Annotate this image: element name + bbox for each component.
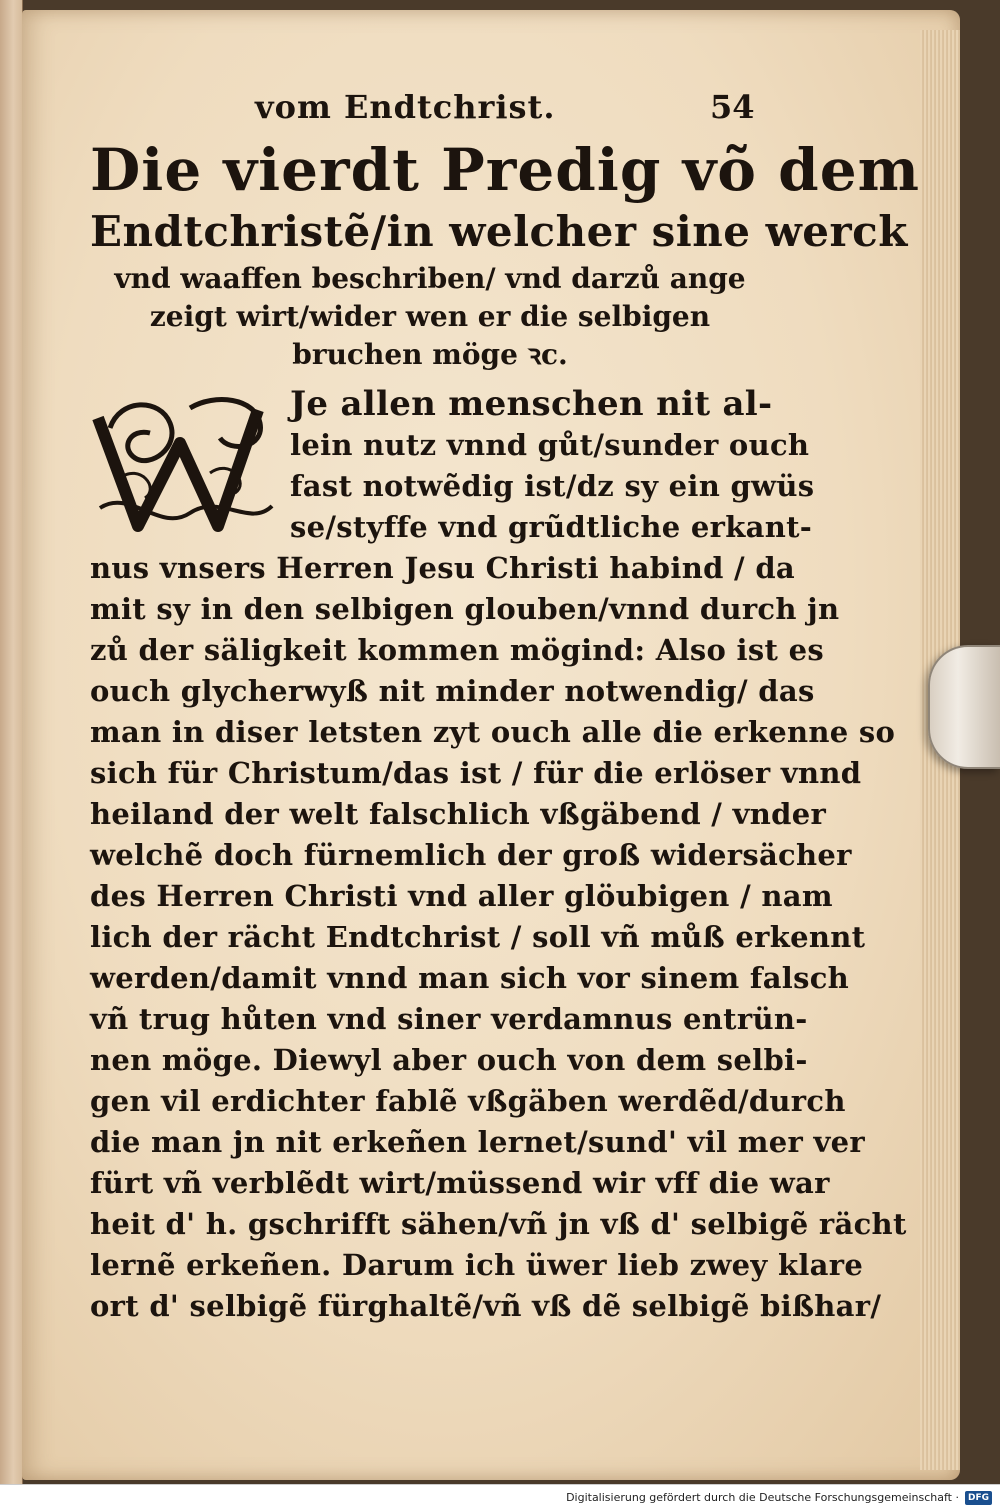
decorated-initial-w xyxy=(90,388,276,536)
body-line: nen möge. Diewyl aber ouch von dem selbi- xyxy=(90,1043,808,1077)
sermon-title-line-4: zeigt wirt/wider wen er die selbigen xyxy=(149,300,711,333)
running-head: vom Endtchrist. xyxy=(255,88,556,126)
body-line: fürt vñ verblẽdt wirt/müssend wir vff die war xyxy=(90,1166,830,1200)
body-line: mit sy in den selbigen glouben/vnnd durch jn xyxy=(90,592,840,626)
body-text xyxy=(90,384,907,1327)
page-number: 54 xyxy=(710,88,755,126)
digitization-footer xyxy=(0,1484,1000,1510)
previous-page-edge xyxy=(0,0,23,1485)
sermon-title-line-2: Endtchristẽ/in welcher sine werck xyxy=(90,207,908,256)
body-line: werden/damit vnnd man sich vor sinem falsch xyxy=(90,961,850,995)
sermon-title-line-5: bruchen möge ꝛc. xyxy=(292,338,568,371)
body-line: se/styffe vnd grũdtliche erkant- xyxy=(290,510,813,544)
body-line: welchẽ doch fürnemlich der groß widersächer xyxy=(90,838,852,872)
body-line: man in diser letsten zyt ouch alle die erkenne so xyxy=(90,715,896,749)
body-line: lein nutz vnnd gůt/sunder ouch xyxy=(290,428,810,462)
body-line: lernẽ erkeñen. Darum ich üwer lieb zwey klare xyxy=(90,1248,864,1282)
page-clip xyxy=(928,645,1000,769)
body-line: die man jn nit erkeñen lernet/sund' vil mer ver xyxy=(90,1125,865,1159)
body-line: des Herren Christi vnd aller glöubigen / nam xyxy=(90,879,833,913)
body-line: vñ trug hůten vnd siner verdamnus entrün- xyxy=(90,1002,808,1036)
body-line: ort d' selbigẽ fürghaltẽ/vñ vß dẽ selbigẽ bißhar/ xyxy=(90,1289,882,1323)
body-line: sich für Christum/das ist / für die erlöser vnnd xyxy=(90,756,862,790)
body-line: nus vnsers Herren Jesu Christi habind / da xyxy=(90,551,796,585)
body-line: heit d' h. gschrifft sähen/vñ jn vß d' selbigẽ rächt xyxy=(90,1207,907,1241)
body-line: gen vil erdichter fablẽ vßgäben werdẽd/durch xyxy=(90,1084,846,1118)
sermon-title-line-1: Die vierdt Predig võ dem xyxy=(90,136,920,204)
body-line: lich der rächt Endtchrist / soll vñ můß erkennt xyxy=(90,920,866,954)
body-line: ouch glycherwyß nit minder notwendig/ das xyxy=(90,674,815,708)
sermon-title-line-3: vnd waaffen beschriben/ vnd darzů ange xyxy=(114,262,746,295)
page-text xyxy=(90,88,920,1327)
page-header xyxy=(90,88,770,132)
body-line: fast notwẽdig ist/dz sy ein gwüs xyxy=(290,469,815,503)
dfg-logo: DFG xyxy=(965,1491,992,1505)
body-line: heiland der welt falschlich vßgäbend / vnder xyxy=(90,797,827,831)
footer-credit: Digitalisierung gefördert durch die Deutsche Forschungsgemeinschaft · xyxy=(566,1491,959,1504)
body-line: zů der säligkeit kommen mögind: Also ist es xyxy=(90,633,824,667)
body-line: Je allen menschen nit al- xyxy=(290,384,773,424)
